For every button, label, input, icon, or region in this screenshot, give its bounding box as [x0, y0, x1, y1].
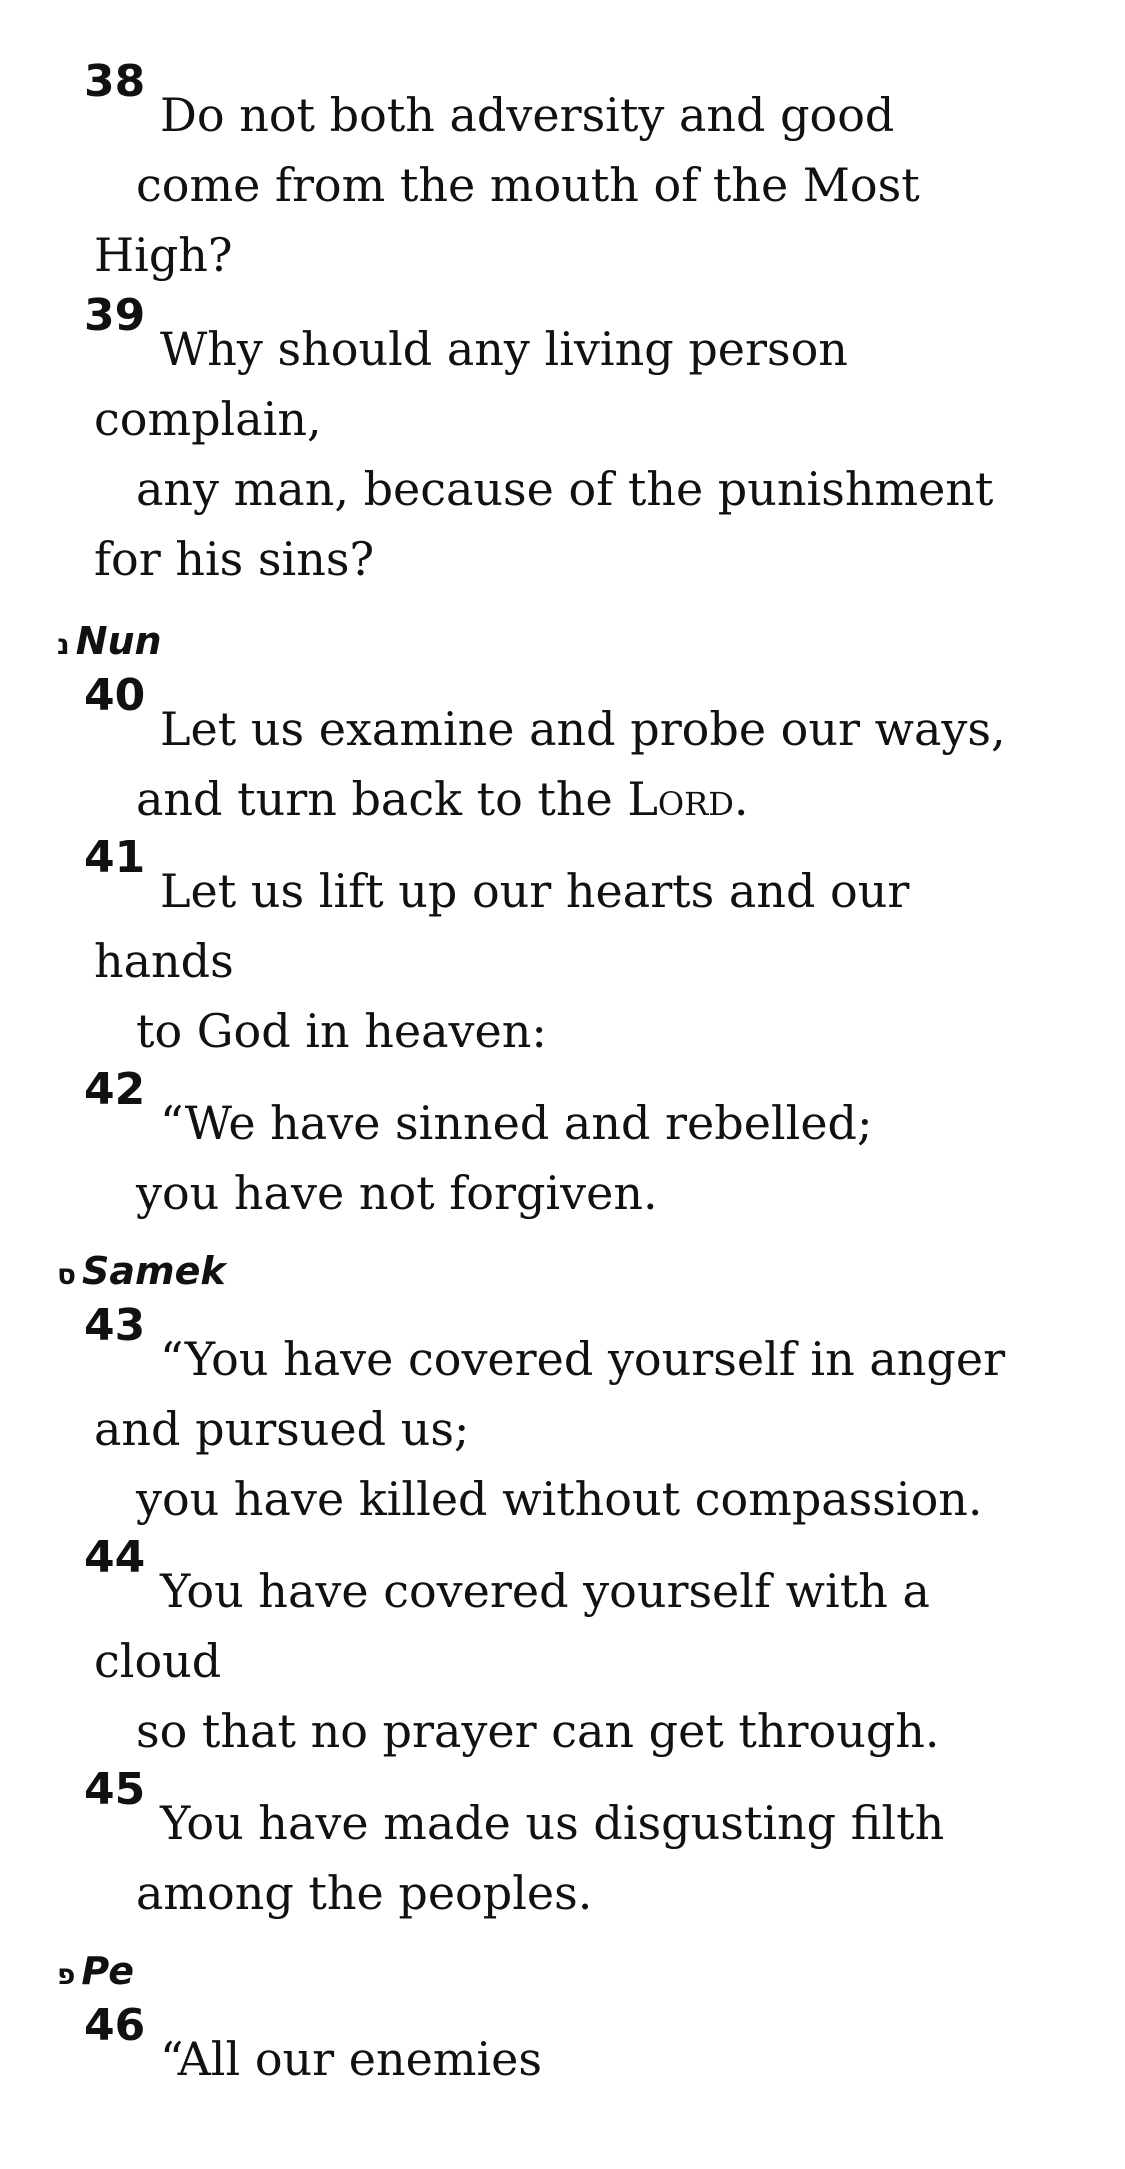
verse-text: .: [733, 772, 749, 826]
verse-number: 40: [84, 670, 146, 721]
verse-line: Why should any living person: [160, 322, 848, 376]
verse-line: hands: [94, 934, 234, 988]
verse-number: 45: [84, 1764, 146, 1815]
verse-number: 38: [84, 56, 146, 107]
verse-number: 42: [84, 1064, 146, 1115]
verse-line: Let us examine and probe our ways,: [160, 702, 1006, 756]
verse-line: cloud: [94, 1634, 222, 1688]
verse-text: and turn back to the: [136, 772, 628, 826]
verse-line: you have killed without compassion.: [136, 1472, 983, 1526]
verse-number: 43: [84, 1300, 146, 1351]
verse-line: [136, 772, 749, 826]
hebrew-letter: פ: [57, 1958, 76, 1991]
heading-label: Pe: [81, 1949, 135, 1993]
section-heading-samek: [57, 1249, 226, 1293]
heading-label: Nun: [75, 619, 162, 663]
verse-line: any man, because of the punishment: [136, 462, 994, 516]
verse-line: among the peoples.: [136, 1866, 593, 1920]
verse-number: 41: [84, 832, 146, 883]
verse-line: Let us lift up our hearts and our: [160, 864, 910, 918]
verse-line: Do not both adversity and good: [160, 88, 895, 142]
verse-line: High?: [94, 228, 233, 282]
heading-label: Samek: [82, 1249, 226, 1293]
verse-line: “All our enemies: [160, 2032, 543, 2086]
verse-line: “You have covered yourself in anger: [160, 1332, 1006, 1386]
verse-line: You have covered yourself with a: [160, 1564, 930, 1618]
verse-line: you have not forgiven.: [136, 1166, 658, 1220]
verse-line: come from the mouth of the Most: [136, 158, 920, 212]
verse-line: complain,: [94, 392, 322, 446]
verse-line: so that no prayer can get through.: [136, 1704, 940, 1758]
hebrew-letter: ס: [57, 1258, 77, 1291]
verse-number: 44: [84, 1532, 146, 1583]
verse-line: for his sins?: [94, 532, 375, 586]
verse-number: 46: [84, 2000, 146, 2051]
divine-name: Lord: [627, 772, 734, 826]
section-heading-pe: [57, 1949, 135, 1993]
verse-number: 39: [84, 290, 146, 341]
section-heading-nun: [57, 619, 162, 663]
verse-line: “We have sinned and rebelled;: [160, 1096, 873, 1150]
verse-line: and pursued us;: [94, 1402, 470, 1456]
verse-line: You have made us disgusting filth: [160, 1796, 945, 1850]
verse-line: to God in heaven:: [136, 1004, 547, 1058]
hebrew-letter: נ: [57, 628, 70, 661]
